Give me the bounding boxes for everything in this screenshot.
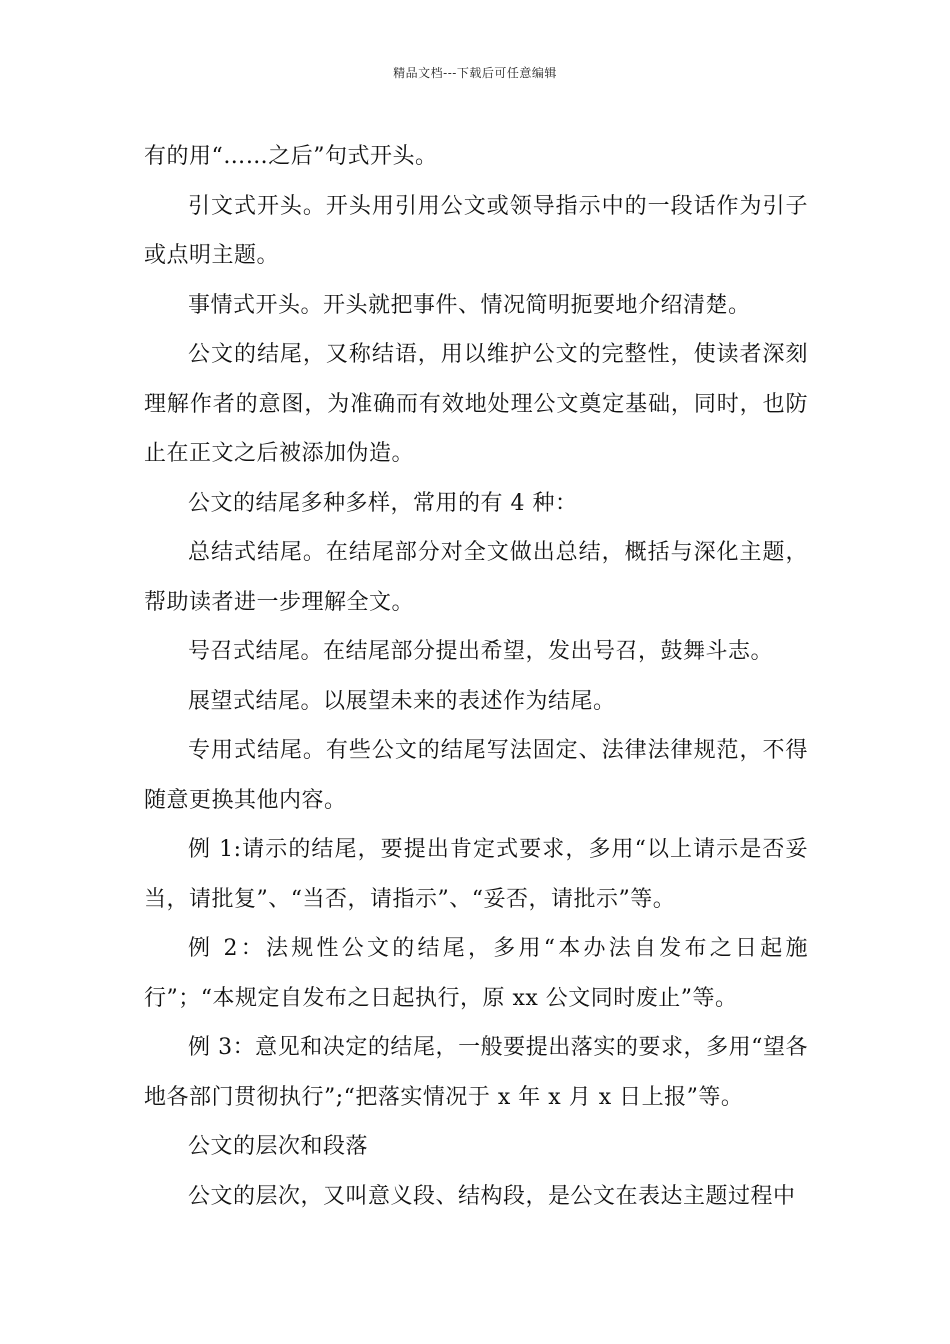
paragraph: 展望式结尾。以展望未来的表述作为结尾。: [188, 688, 616, 714]
paragraph: 总结式结尾。在结尾部分对全文做出总结，概括与深化主题，帮助读者进一步理解全文。: [144, 540, 808, 615]
paragraph: 专用式结尾。有些公文的结尾写法固定、法律法律规范，不得随意更换其他内容。: [144, 738, 808, 813]
paragraph: 例 2：法规性公文的结尾，多用“本办法自发布之日起施行”；“本规定自发布之日起执行，原 xx 公文同时废止”等。: [144, 936, 808, 1011]
paragraph: 号召式结尾。在结尾部分提出希望，发出号召，鼓舞斗志。: [188, 639, 774, 664]
paragraph: 公文的层次，又叫意义段、结构段，是公文在表达主题过程中: [188, 1183, 796, 1209]
paragraph: 公文的结尾，又称结语，用以维护公文的完整性，使读者深刻理解作者的意图，为准确而有效地处理公文奠定基础，同时，也防止在正文之后被添加伪造。: [144, 342, 808, 466]
paragraph: 例 3：意见和决定的结尾，一般要提出落实的要求，多用“望各地各部门贯彻执行”;“把落实情况于 x 年 x 月 x 日上报”等。: [144, 1035, 808, 1110]
document-body: [144, 132, 808, 1221]
paragraph: 例 1:请示的结尾，要提出肯定式要求，多用“以上请示是否妥当，请批复”、“当否，请指示”、“妥否，请批示”等。: [144, 837, 808, 912]
section-heading: 公文的层次和段落: [188, 1134, 369, 1159]
paragraph: 引文式开头。开头用引用公文或领导指示中的一段话作为引子或点明主题。: [144, 193, 808, 268]
page-header: 精品文档---下载后可任意编辑: [393, 66, 557, 80]
paragraph: 有的用“……之后”句式开头。: [144, 144, 438, 169]
paragraph: 公文的结尾多种多样，常用的有 4 种：: [188, 490, 578, 516]
paragraph: 事情式开头。开头就把事件、情况简明扼要地介绍清楚。: [188, 292, 751, 318]
